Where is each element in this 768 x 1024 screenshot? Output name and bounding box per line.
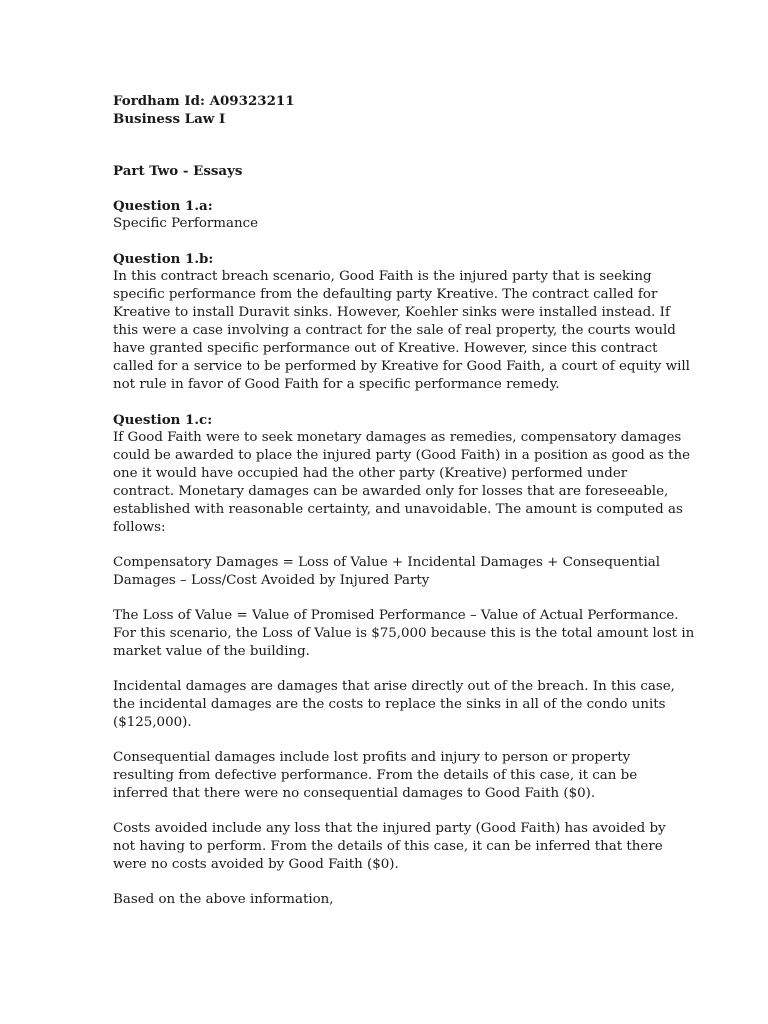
- loss-of-value-paragraph: [113, 607, 708, 661]
- paragraph-line: the incidental damages are the costs to replace the sinks in all of the condo units: [113, 697, 666, 712]
- incidental-damages-paragraph: [113, 678, 708, 732]
- paragraph-line: follows:: [113, 520, 166, 535]
- paragraph-line: resulting from defective performance. From the details of this case, it can be: [113, 768, 638, 783]
- paragraph-line: inferred that there were no consequential damages to Good Faith ($0).: [113, 786, 596, 801]
- question-1a-heading: Question 1.a:: [113, 198, 213, 214]
- closing-line: Based on the above information,: [113, 892, 334, 907]
- paragraph-line: ($125,000).: [113, 715, 192, 730]
- paragraph-line: established with reasonable certainty, and unavoidable. The amount is computed as: [113, 502, 683, 517]
- paragraph-line: For this scenario, the Loss of Value is $75,000 because this is the total amount lost in: [113, 626, 695, 641]
- paragraph-line: Consequential damages include lost profits and injury to person or property: [113, 750, 631, 765]
- paragraph-line: Damages – Loss/Cost Avoided by Injured Party: [113, 573, 430, 588]
- paragraph-line: could be awarded to place the injured party (Good Faith) in a position as good as the: [113, 448, 691, 463]
- question-1a-answer: Specific Performance: [113, 216, 259, 231]
- paragraph-line: called for a service to be performed by Kreative for Good Faith, a court of equity will: [113, 359, 690, 374]
- costs-avoided-paragraph: [113, 820, 708, 874]
- paragraph-line: were no costs avoided by Good Faith ($0).: [113, 857, 399, 872]
- paragraph-line: have granted specific performance out of Kreative. However, since this contract: [113, 341, 658, 356]
- paragraph-line: If Good Faith were to seek monetary damages as remedies, compensatory damages: [113, 430, 682, 445]
- paragraph-line: Compensatory Damages = Loss of Value + Incidental Damages + Consequential: [113, 555, 660, 570]
- question-1b-heading: Question 1.b:: [113, 251, 214, 267]
- question-1c-heading: Question 1.c:: [113, 412, 213, 428]
- part-title: Part Two - Essays: [113, 163, 243, 179]
- paragraph-line: Incidental damages are damages that arise directly out of the breach. In this case,: [113, 679, 675, 694]
- paragraph-line: not having to perform. From the details of this case, it can be inferred that there: [113, 839, 663, 854]
- paragraph-line: market value of the building.: [113, 644, 310, 659]
- question-1b-paragraph: [113, 268, 708, 394]
- paragraph-line: The Loss of Value = Value of Promised Performance – Value of Actual Performance.: [113, 608, 679, 623]
- paragraph-line: contract. Monetary damages can be awarded only for losses that are foreseeable,: [113, 484, 669, 499]
- paragraph-line: Costs avoided include any loss that the injured party (Good Faith) has avoided by: [113, 821, 666, 836]
- paragraph-line: In this contract breach scenario, Good Faith is the injured party that is seeking: [113, 269, 652, 284]
- paragraph-line: this were a case involving a contract for the sale of real property, the courts would: [113, 323, 676, 338]
- course-title: Business Law I: [113, 111, 226, 127]
- question-1c-intro-paragraph: [113, 429, 708, 537]
- consequential-damages-paragraph: [113, 749, 708, 803]
- fordham-id-line: Fordham Id: A09323211: [113, 93, 295, 109]
- paragraph-line: not rule in favor of Good Faith for a specific performance remedy.: [113, 377, 560, 392]
- paragraph-line: specific performance from the defaulting party Kreative. The contract called for: [113, 287, 658, 302]
- formula-paragraph: [113, 554, 708, 590]
- paragraph-line: Kreative to install Duravit sinks. However, Koehler sinks were installed instead. If: [113, 305, 670, 320]
- paragraph-line: one it would have occupied had the other party (Kreative) performed under: [113, 466, 628, 481]
